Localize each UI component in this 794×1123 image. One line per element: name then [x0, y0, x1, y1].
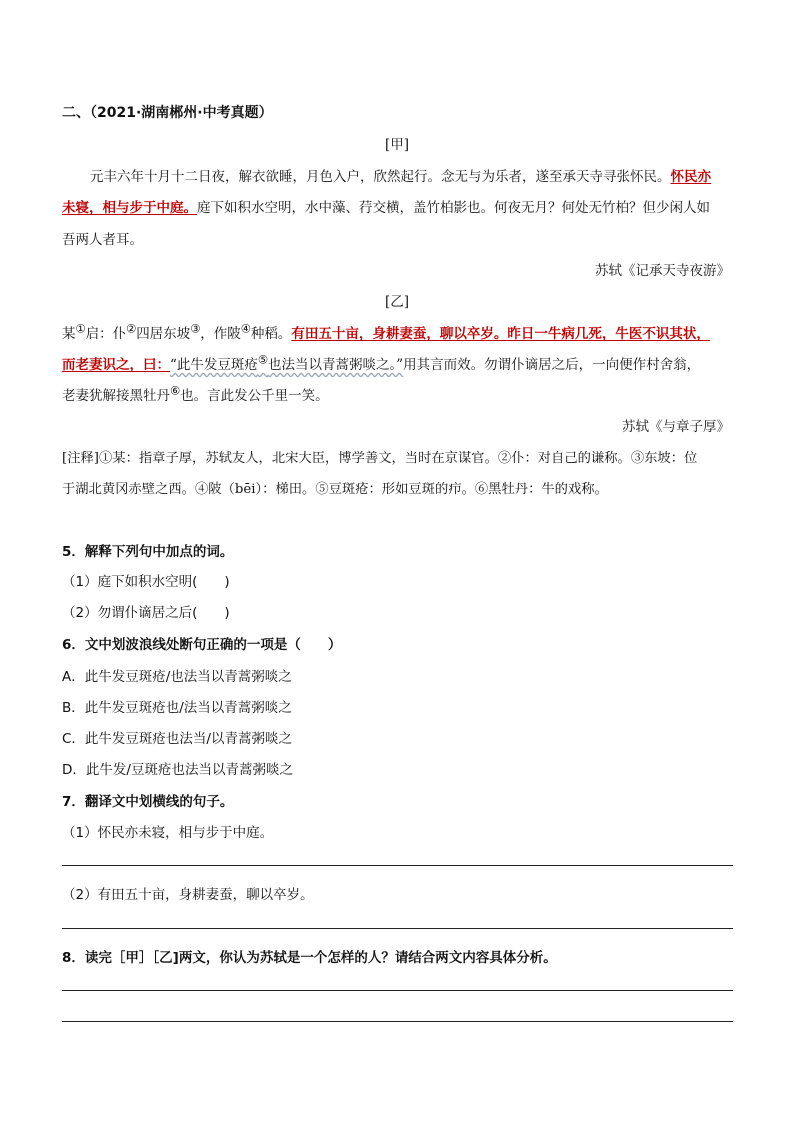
question-7-title: 7．翻译文中划横线的句子。	[62, 794, 234, 810]
question-6-option-b: B．此牛发豆斑疮也/法当以青蒿粥啖之	[62, 700, 292, 716]
notes-line-1: [注释]①某：指章子厚，苏轼友人，北宋大臣，博学善文，当时在京谋官。②仆：对自己的谦称。③东坡：位	[62, 451, 698, 466]
yi-text: 启：仆	[85, 326, 127, 342]
answer-line[interactable]	[62, 990, 733, 991]
passage-jia-heading: [甲]	[384, 137, 410, 153]
passage-jia-line-3: 吾两人者耳。	[62, 232, 143, 248]
yi-wavy-text: “此牛发豆斑疮	[170, 357, 258, 373]
answer-line[interactable]	[62, 928, 733, 929]
question-7-item-1: （1）怀民亦未寝，相与步于中庭。	[62, 825, 274, 841]
passage-jia-line-1	[90, 165, 711, 185]
question-8-title: 8．读完［甲］［乙]两文，你认为苏轼是一个怎样的人？请结合两文内容具体分析。	[62, 950, 557, 966]
question-6-option-d: D．此牛发/豆斑疮也法当以青蒿粥啖之	[62, 762, 293, 778]
question-7-item-2: （2）有田五十亩，身耕妻蚕，聊以卒岁。	[62, 887, 314, 903]
answer-line[interactable]	[62, 865, 733, 866]
passage-yi-line-3	[62, 384, 329, 404]
question-5-item-2: （2）勿谓仆谪居之后( )	[62, 605, 230, 621]
yi-underlined-sentence: 有田五十亩，身耕妻蚕，聊以卒岁。昨日一牛病几死，牛医不识其状，	[291, 326, 710, 342]
question-6-title: 6．文中划波浪线处断句正确的一项是（ ）	[62, 637, 342, 653]
passage-yi-line-1	[62, 322, 710, 342]
jia-underlined-sentence: 怀民亦	[670, 169, 711, 185]
footnote-mark: ③	[190, 322, 201, 336]
question-5-item-1: （1）庭下如积水空明( )	[62, 574, 230, 590]
question-6-option-c: C．此牛发豆斑疮也法当/以青蒿粥啖之	[62, 731, 292, 747]
jia-underlined-sentence-cont: 未寝，相与步于中庭。	[62, 200, 197, 216]
jia-text: 庭下如积水空明，水中藻、荇交横，盖竹柏影也。何夜无月？何处无竹柏？但少闲人如	[197, 200, 710, 216]
passage-yi-line-2	[62, 353, 700, 373]
yi-wavy-sentence	[170, 353, 404, 373]
passage-jia-line-2	[62, 196, 710, 216]
yi-text: 某	[62, 326, 76, 342]
section-title: 二、（2021·湖南郴州·中考真题）	[62, 105, 273, 121]
answer-line[interactable]	[62, 1021, 733, 1022]
passage-yi-source: 苏轼《与章子厚》	[622, 419, 730, 435]
footnote-mark: ④	[240, 322, 251, 336]
footnote-mark: ①	[75, 322, 86, 336]
jia-text: 元丰六年十月十二日夜，解衣欲睡，月色入户，欣然起行。念无与为乐者，遂至承天寺寻张怀民。	[90, 169, 671, 185]
yi-text: 种稻。	[250, 326, 292, 342]
passage-jia-source: 苏轼《记承天寺夜游》	[595, 263, 730, 279]
passage-yi-heading: [乙]	[384, 294, 410, 310]
yi-wavy-text: 也法当以青蒿粥啖之。”	[268, 357, 404, 373]
yi-text: 老妻犹解接黑牡丹	[62, 388, 170, 404]
yi-text: 也。言此发公千里一笑。	[180, 388, 329, 404]
notes-line-2: 于湖北黄冈赤壁之西。④陂（bēi）：梯田。⑤豆斑疮：形如豆斑的疖。⑥黑牡丹：牛的戏称。	[62, 482, 608, 497]
footnote-mark: ⑤	[257, 353, 268, 367]
question-6-option-a: A．此牛发豆斑疮/也法当以青蒿粥啖之	[62, 669, 292, 685]
yi-text: 用其言而效。勿谓仆谪居之后，一向便作村舍翁，	[403, 357, 701, 373]
footnote-mark: ⑥	[170, 384, 181, 398]
yi-text: ，作陂	[200, 326, 241, 342]
question-5-title: 5．解释下列句中加点的词。	[62, 544, 234, 560]
yi-text: 四居东坡	[136, 326, 191, 342]
footnote-mark: ②	[126, 322, 137, 336]
yi-underlined-sentence-cont: 而老妻识之，曰：	[62, 357, 170, 373]
